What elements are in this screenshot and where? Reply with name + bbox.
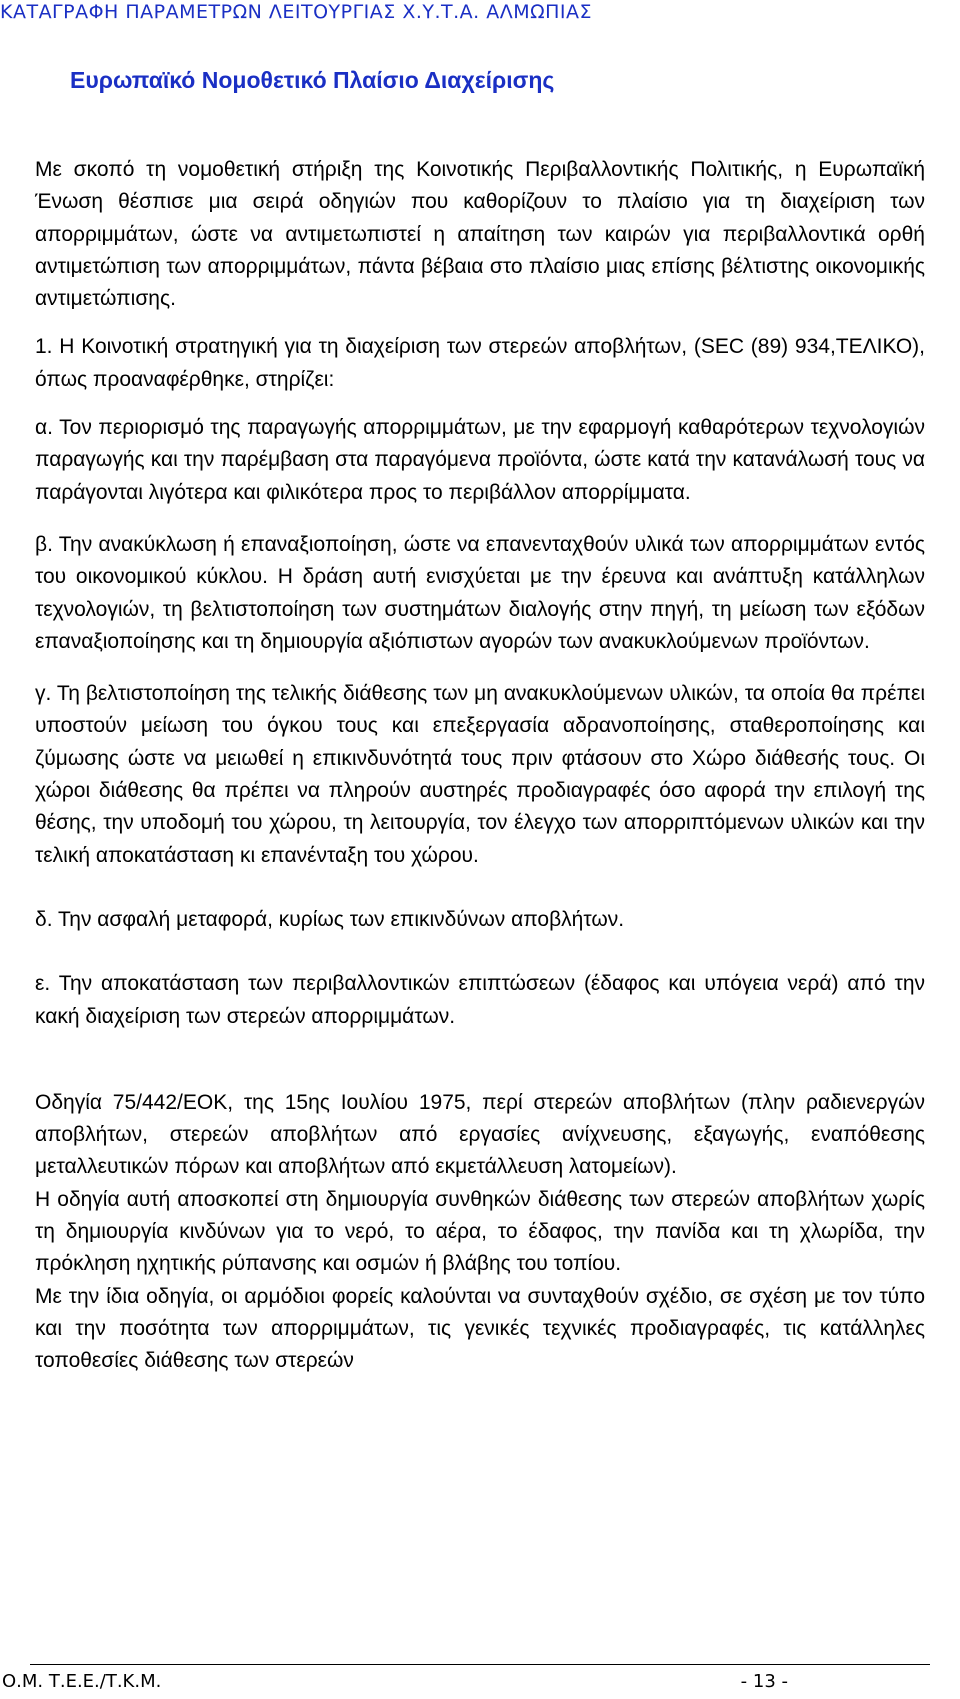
- directive-purpose-paragraph: Η οδηγία αυτή αποσκοπεί στη δημιουργία συνθηκών διάθεσης των στερεών αποβλήτων χωρίς τη δημιουργία κινδύνων για το νερό, το αέρα, το έδαφος, την πανίδα και τη χλωρίδα, την πρόκληση ηχητικής ρύπανσης και οσμών ή βλάβης του τοπίου.: [35, 1187, 925, 1276]
- document-body: [35, 154, 925, 1378]
- footer-divider: [30, 1664, 930, 1665]
- list-item-b: β. Την ανακύκλωση ή επαναξιοποίηση, ώστε να επανενταχθούν υλικά των απορριμμάτων εντός του οικονομικού κύκλου. Η δράση αυτή ενισχύεται με την έρευνα και ανάπτυξη κατάλληλων τεχνολογιών, τη βελτιστοποίηση των συστημάτων διαλογής στην πηγή, τη μείωση των εξόδων επαναξιοποίησης και τη δημιουργία αξιόπιστων αγορών των ανακυκλούμενων προϊόντων.: [35, 532, 925, 653]
- footer-organization: Ο.Μ. Τ.Ε.Ε./Τ.Κ.Μ.: [2, 1671, 162, 1692]
- list-item-d: δ. Την ασφαλή μεταφορά, κυρίως των επικινδύνων αποβλήτων.: [35, 907, 625, 931]
- running-header: ΚΑΤΑΓΡΑΦΗ ΠΑΡΑΜΕΤΡΩΝ ΛΕΙΤΟΥΡΓΙΑΣ Χ.Υ.Τ.Α. ΑΛΜΩΠΙΑΣ: [0, 1, 593, 23]
- intro-paragraph: Με σκοπό τη νομοθετική στήριξη της Κοινοτικής Περιβαλλοντικής Πολιτικής, η Ευρωπαϊκή Ένωση θέσπισε μια σειρά οδηγιών που καθορίζουν το πλαίσιο για τη διαχείριση των απορριμμάτων, ώστε να αντιμετωπιστεί η απαίτηση των καιρών για περιβαλλοντικά ορθή αντιμετώπιση των απορριμμάτων, πάντα βέβαια στο πλαίσιο μιας επίσης βέλτιστης οικονομικής αντιμετώπισης.: [35, 158, 925, 311]
- directive-plan-paragraph: Με την ίδια οδηγία, οι αρμόδιοι φορείς καλούνται να συνταχθούν σχέδιο, σε σχέση με τον τύπο και την ποσότητα των απορριμμάτων, τις γενικές τεχνικές προδιαγραφές, τις κατάλληλες τοποθεσίες διάθεσης των στερεών: [35, 1284, 925, 1373]
- list-item-e: ε. Την αποκατάσταση των περιβαλλοντικών επιπτώσεων (έδαφος και υπόγεια νερά) από την κακή διαχείριση των στερεών απορριμμάτων.: [35, 972, 925, 1028]
- page-number: - 13 -: [740, 1671, 788, 1692]
- page-title: Ευρωπαϊκό Νομοθετικό Πλαίσιο Διαχείρισης: [70, 67, 555, 93]
- list-item-a: α. Τον περιορισμό της παραγωγής απορριμμάτων, με την εφαρμογή καθαρότερων τεχνολογιών παραγωγής και την παρέμβαση στα παραγόμενα προϊόντα, ώστε κατά την κατανάλωσή τους να παράγονται λιγότερα και φιλικότερα προς το περιβάλλον απορρίμματα.: [35, 416, 925, 504]
- directive-paragraph: Οδηγία 75/442/ΕΟΚ, της 15ης Ιουλίου 1975, περί στερεών αποβλήτων (πλην ραδιενεργών αποβλήτων, στερεών αποβλήτων από εργασίες ανίχνευσης, εξαγωγής, εναπόθεσης μεταλλευτικών πόρων και αποβλήτων από εκμετάλλευση λατομείων).: [35, 1090, 925, 1179]
- point-1-paragraph: 1. Η Κοινοτική στρατηγική για τη διαχείριση των στερεών αποβλήτων, (SEC (89) 934,ΤΕΛΙΚΟ), όπως προαναφέρθηκε, στηρίζει:: [35, 335, 925, 391]
- list-item-c: γ. Τη βελτιστοποίηση της τελικής διάθεσης των μη ανακυκλούμενων υλικών, τα οποία θα πρέπει υποστούν μείωση του όγκου τους και επεξεργασία αδρανοποίησης, σταθεροποίησης και ζύμωσης ώστε να μειωθεί η επικινδυνότητά τους πριν φτάσουν στο Χώρο διάθεσής τους. Οι χώροι διάθεσης θα πρέπει να πληρούν αυστηρές προδιαγραφές όσο αφορά την επιλογή της θέσης, την υποδομή του χώρου, τη λειτουργία, τον έλεγχο των απορριπτόμενων υλικών και την τελική αποκατάσταση κι επανένταξη του χώρου.: [35, 682, 925, 867]
